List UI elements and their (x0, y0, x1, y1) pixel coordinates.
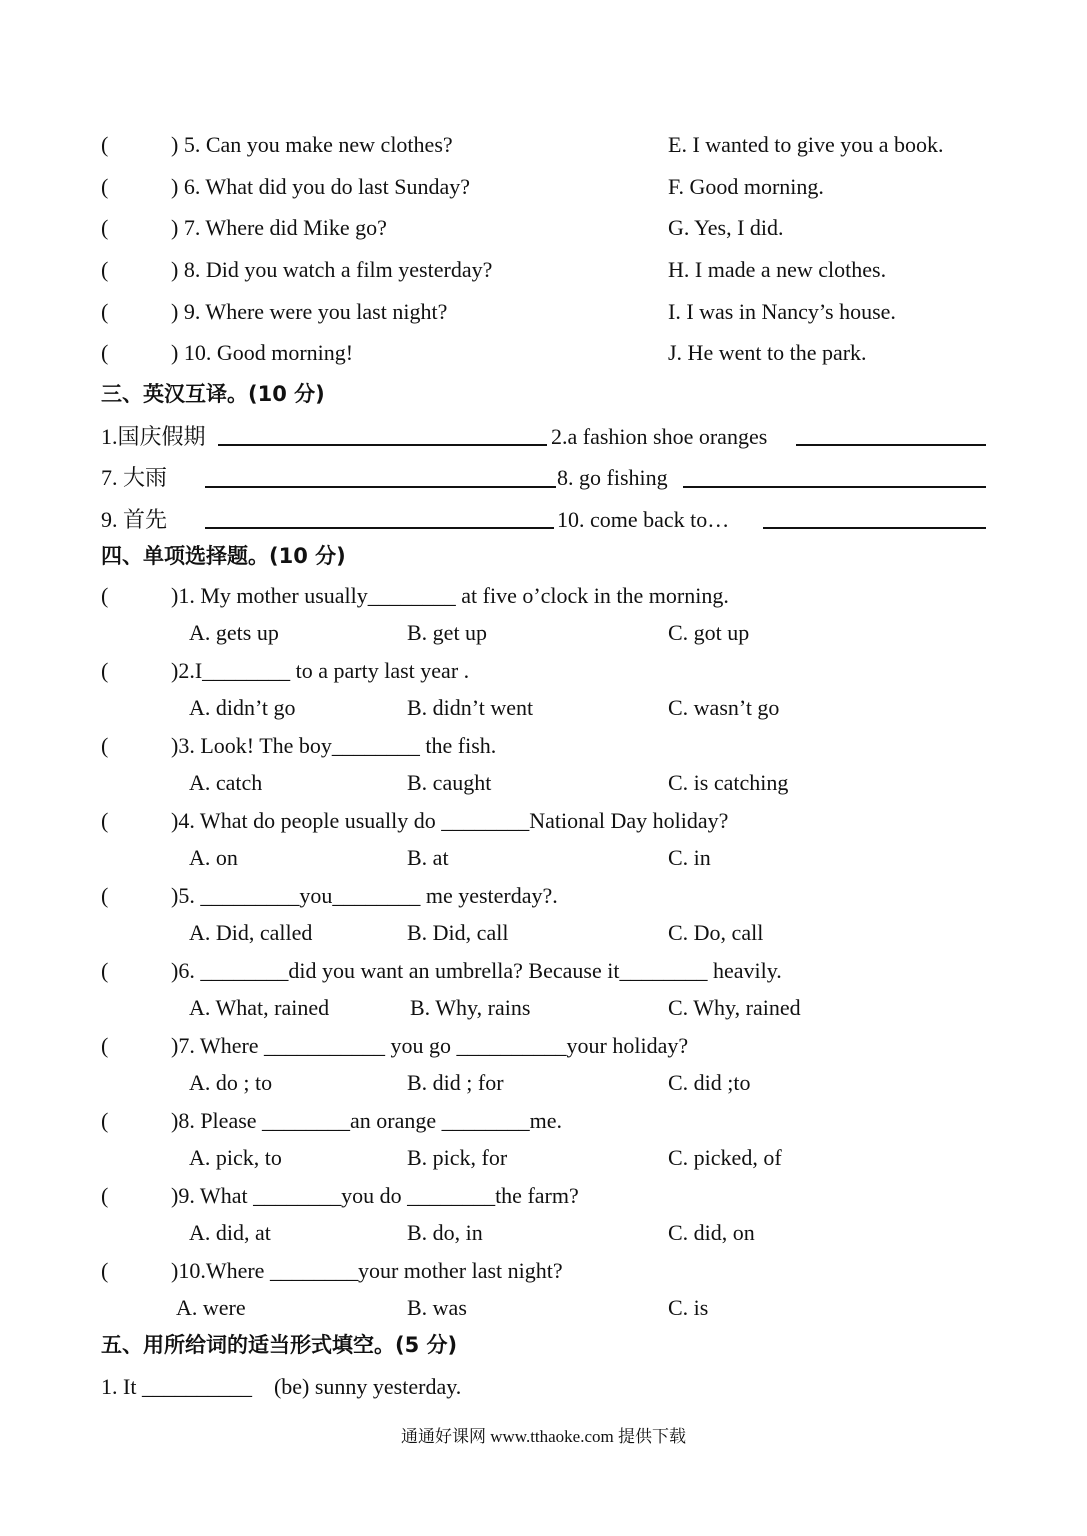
answer-paren: ( (101, 174, 109, 199)
option-c: C. is (668, 1295, 709, 1320)
answer-line (205, 486, 556, 488)
answer-option: G. Yes, I did. (668, 215, 784, 240)
answer-paren: ( (101, 583, 109, 608)
answer-paren: ( (101, 132, 109, 157)
option-a: A. on (189, 845, 238, 870)
option-b: B. get up (407, 620, 488, 645)
question-text: ) 10. Good morning! (171, 340, 354, 365)
translation-item: 2.a fashion shoe oranges (551, 424, 768, 449)
answer-line (218, 444, 547, 446)
option-c: C. wasn’t go (668, 695, 780, 720)
answer-option: J. He went to the park. (668, 340, 867, 365)
question-text: )5. _________you________ me yesterday?. (171, 883, 558, 908)
answer-line (763, 527, 986, 529)
option-b: B. do, in (407, 1220, 483, 1245)
fill-in-text: 1. It __________ (be) sunny yesterday. (101, 1374, 462, 1399)
option-c: C. got up (668, 620, 750, 645)
answer-paren: ( (101, 257, 109, 282)
option-a: A. catch (189, 770, 263, 795)
option-c: C. is catching (668, 770, 789, 795)
option-a: A. do ; to (189, 1070, 273, 1095)
option-b: B. Why, rains (410, 995, 531, 1020)
option-a: A. pick, to (189, 1145, 282, 1170)
answer-paren: ( (101, 958, 109, 983)
page-footer: 通通好课网 www.tthaoke.com 提供下载 (400, 1427, 687, 1446)
question-text: )10.Where ________your mother last night? (171, 1258, 563, 1283)
translation-item: 7. 大雨 (101, 465, 168, 490)
answer-paren: ( (101, 658, 109, 683)
translation-item: 8. go fishing (557, 465, 668, 490)
option-a: A. were (176, 1295, 246, 1320)
answer-paren: ( (101, 1033, 109, 1058)
translation-item: 10. come back to… (557, 507, 730, 532)
option-b: B. did ; for (407, 1070, 504, 1095)
option-c: C. Do, call (668, 920, 764, 945)
option-b: B. caught (407, 770, 492, 795)
option-b: B. at (407, 845, 449, 870)
option-a: A. gets up (189, 620, 279, 645)
answer-line (683, 486, 986, 488)
answer-paren: ( (101, 733, 109, 758)
question-text: )3. Look! The boy________ the fish. (171, 733, 497, 758)
answer-paren: ( (101, 808, 109, 833)
question-text: )6. ________did you want an umbrella? Because it________ heavily. (171, 958, 782, 983)
question-text: )8. Please ________an orange ________me. (171, 1108, 563, 1133)
answer-option: F. Good morning. (668, 174, 824, 199)
option-b: B. pick, for (407, 1145, 508, 1170)
answer-paren: ( (101, 883, 109, 908)
answer-option: E. I wanted to give you a book. (668, 132, 944, 157)
question-text: ) 7. Where did Mike go? (171, 215, 387, 240)
question-text: )1. My mother usually________ at five o’clock in the morning. (171, 583, 729, 608)
answer-line (796, 444, 986, 446)
question-text: )7. Where ___________ you go __________your holiday? (171, 1033, 689, 1058)
section-heading: 三、英汉互译。(10 分) (101, 382, 325, 406)
answer-paren: ( (101, 1183, 109, 1208)
question-text: ) 6. What did you do last Sunday? (171, 174, 470, 199)
option-c: C. did ;to (668, 1070, 751, 1095)
section-heading: 五、用所给词的适当形式填空。(5 分) (101, 1333, 458, 1357)
question-text: ) 8. Did you watch a film yesterday? (171, 257, 493, 282)
option-c: C. in (668, 845, 711, 870)
answer-option: H. I made a new clothes. (668, 257, 887, 282)
question-text: )4. What do people usually do ________National Day holiday? (171, 808, 729, 833)
answer-paren: ( (101, 1108, 109, 1133)
option-b: B. didn’t went (407, 695, 534, 720)
option-c: C. Why, rained (668, 995, 801, 1020)
option-b: B. was (407, 1295, 467, 1320)
option-c: C. did, on (668, 1220, 755, 1245)
question-text: ) 5. Can you make new clothes? (171, 132, 453, 157)
question-text: ) 9. Where were you last night? (171, 299, 448, 324)
option-a: A. didn’t go (189, 695, 296, 720)
option-b: B. Did, call (407, 920, 509, 945)
question-text: )9. What ________you do ________the farm? (171, 1183, 579, 1208)
option-a: A. What, rained (189, 995, 330, 1020)
answer-paren: ( (101, 215, 109, 240)
option-a: A. Did, called (189, 920, 313, 945)
option-a: A. did, at (189, 1220, 271, 1245)
answer-paren: ( (101, 299, 109, 324)
translation-item: 9. 首先 (101, 507, 168, 532)
answer-option: I. I was in Nancy’s house. (668, 299, 896, 324)
answer-line (205, 527, 554, 529)
answer-paren: ( (101, 1258, 109, 1283)
answer-paren: ( (101, 340, 109, 365)
translation-item: 1.国庆假期 (101, 424, 206, 449)
question-text: )2.I________ to a party last year . (171, 658, 470, 683)
option-c: C. picked, of (668, 1145, 782, 1170)
section-heading: 四、单项选择题。(10 分) (101, 544, 346, 568)
